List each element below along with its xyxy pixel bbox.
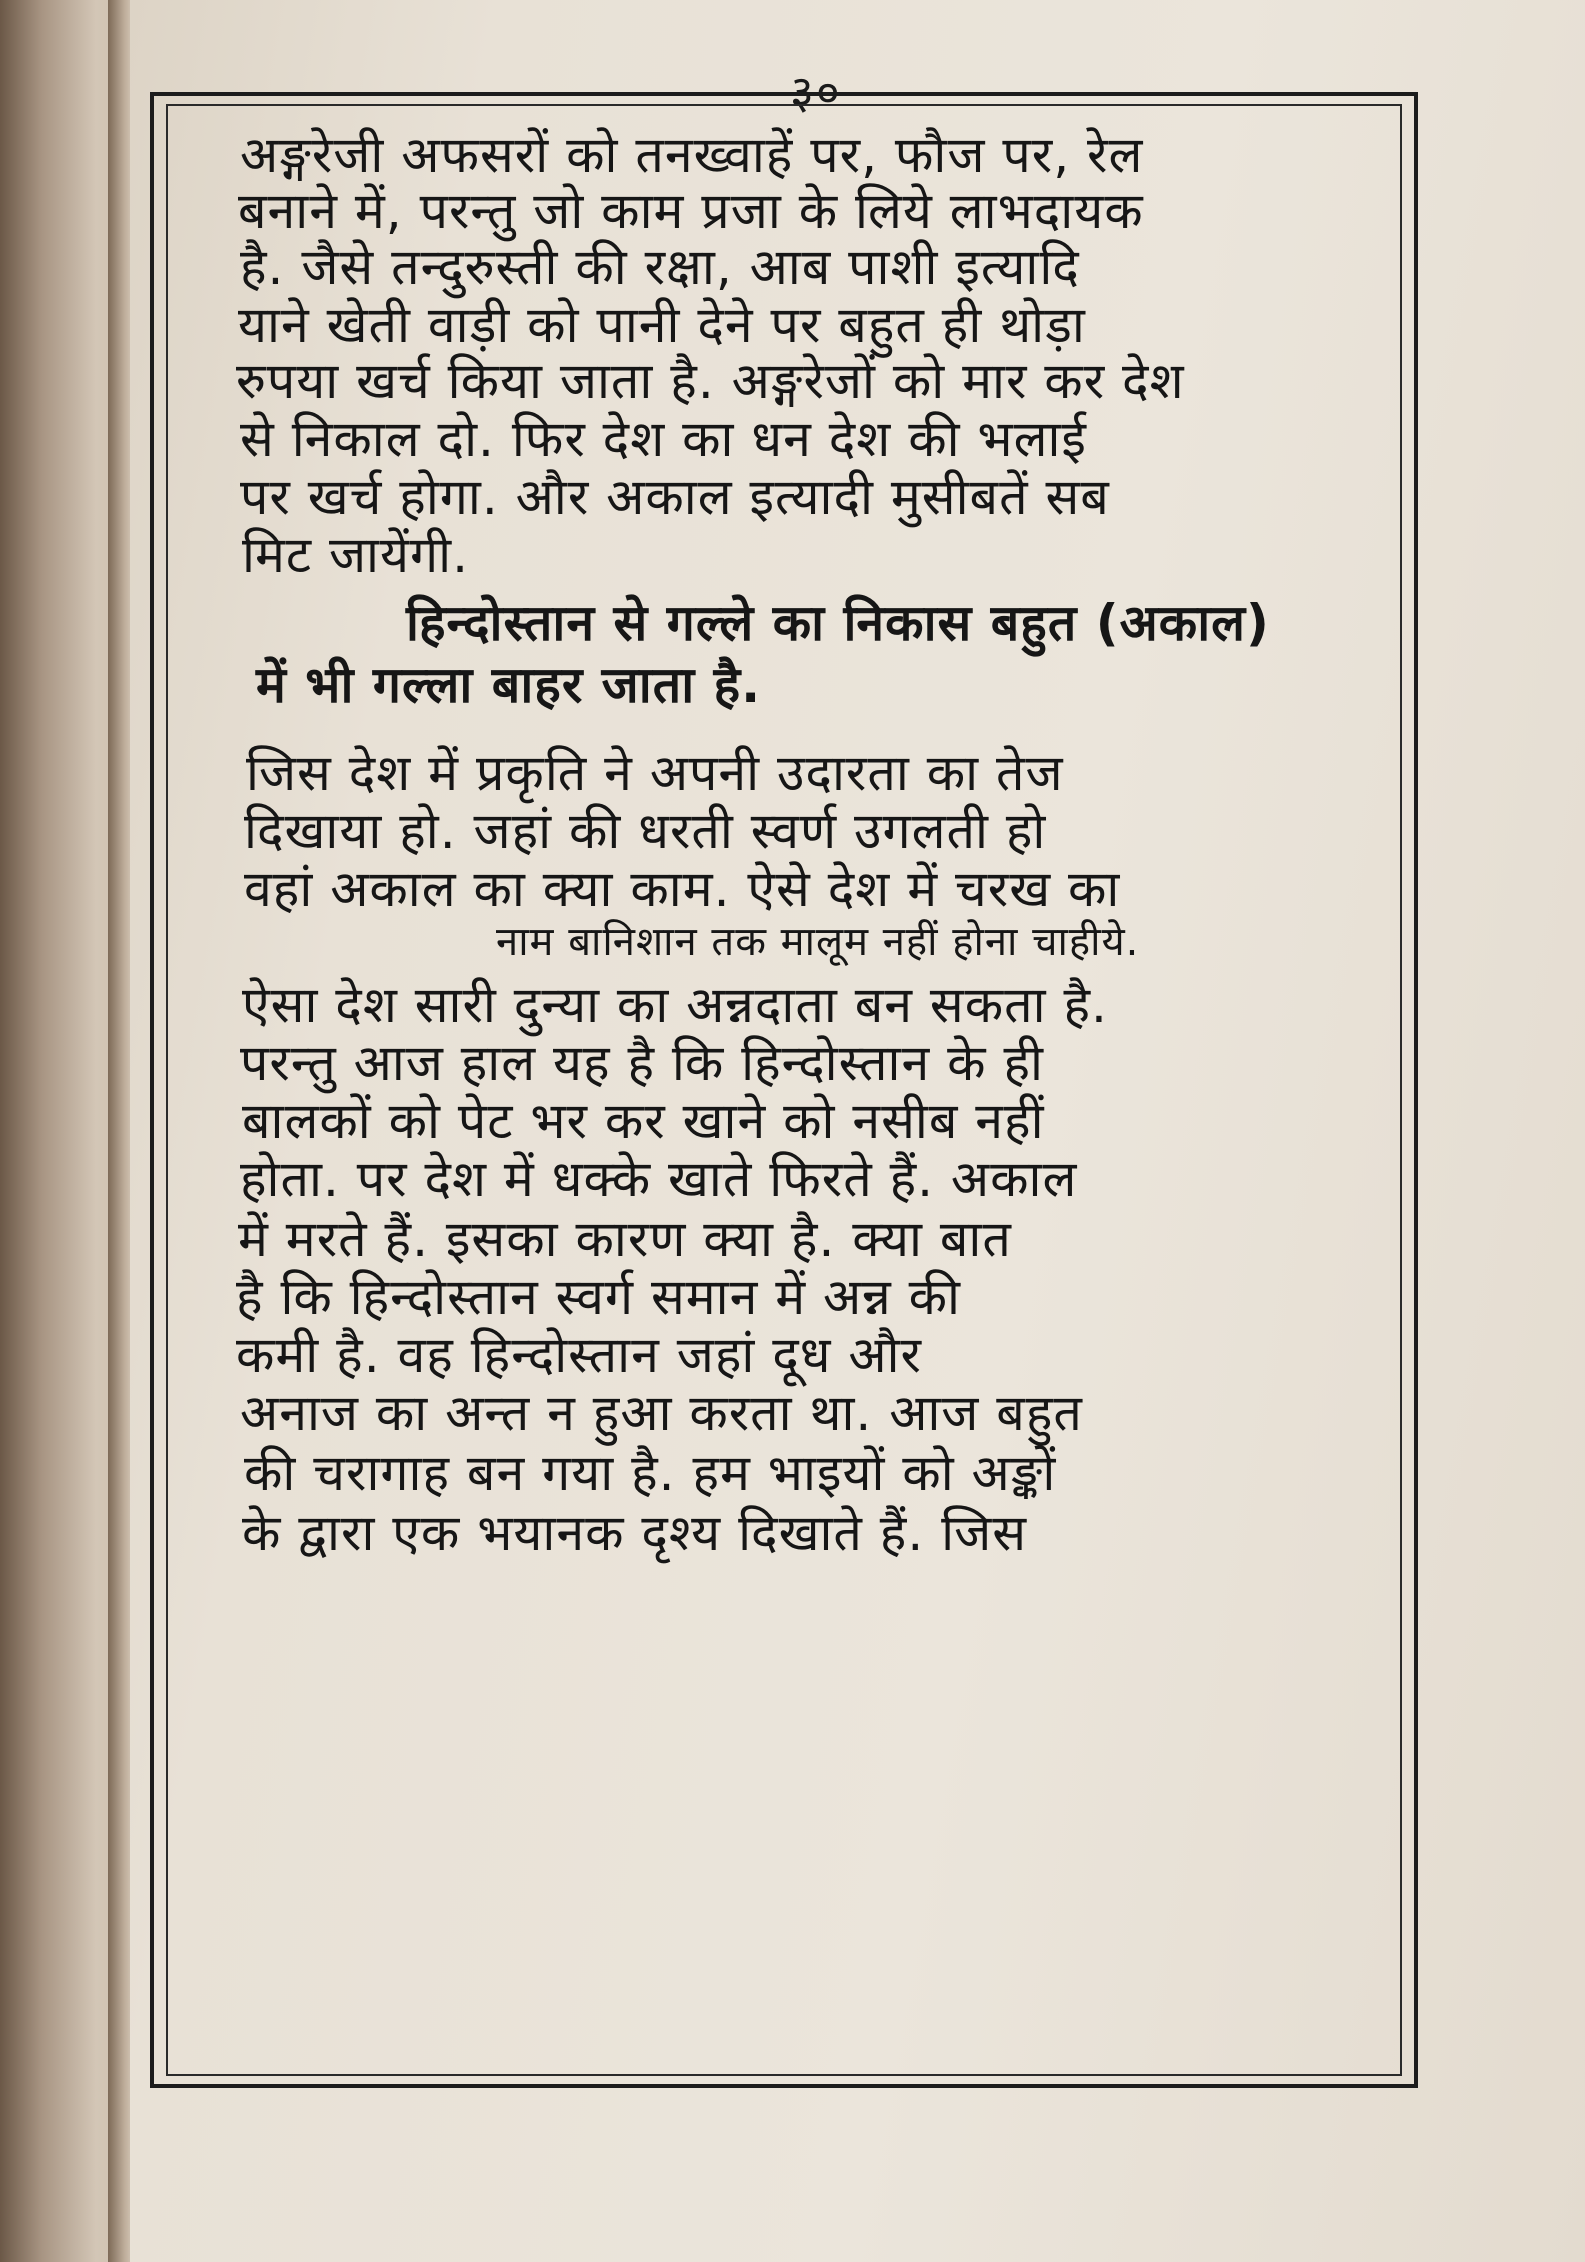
page-number: ३० [790,65,842,119]
section-heading-line: में भी गल्ला बाहर जाता है. [256,656,762,714]
text-line: के द्वारा एक भयानक दृश्य दिखाते हैं. जिस [242,1504,1027,1562]
text-line: परन्तु आज हाल यह है कि हिन्दोस्तान के ही [240,1034,1044,1092]
text-line: अङ्गरेजी अफसरों को तनख्वाहें पर, फौज पर, रेल [240,126,1144,184]
text-line: अनाज का अन्त न हुआ करता था. आज बहुत [240,1384,1083,1442]
text-line: है कि हिन्दोस्तान स्वर्ग समान में अन्न की [236,1268,962,1326]
text-line: से निकाल दो. फिर देश का धन देश की भलाई [240,410,1087,468]
text-line: में मरते हैं. इसका कारण क्या है. क्या बात [238,1210,1012,1268]
text-line: जिस देश में प्रकृति ने अपनी उदारता का तेज [246,744,1064,802]
text-line: पर खर्च होगा. और अकाल इत्यादी मुसीबतें सब [240,468,1110,526]
text-line: वहां अकाल का क्या काम. ऐसे देश में चरख का [244,860,1121,918]
text-line: याने खेती वाड़ी को पानी देने पर बहुत ही थोड़ा [238,296,1086,354]
text-line: रुपया खर्च किया जाता है. अङ्गरेजों को मार कर देश [236,352,1185,410]
text-line: की चरागाह बन गया है. हम भाइयों को अङ्कों [244,1444,1057,1502]
previous-page-edge [0,0,120,2262]
text-line: कमी है. वह हिन्दोस्तान जहां दूध और [236,1326,923,1384]
text-line: बनाने में, परन्तु जो काम प्रजा के लिये लाभदायक [238,182,1144,240]
text-line: मिट जायेंगी. [242,526,469,584]
text-line: नाम बानिशान तक मालूम नहीं होना चाहीये. [496,919,1140,965]
text-line: दिखाया हो. जहां की धरती स्वर्ण उगलती हो [244,802,1047,860]
text-line: बालकों को पेट भर कर खाने को नसीब नहीं [242,1092,1045,1150]
text-line: होता. पर देश में धक्के खाते फिरते हैं. अकाल [240,1150,1078,1208]
text-line: है. जैसे तन्दुरुस्ती की रक्षा, आब पाशी इत्यादि [240,238,1080,296]
text-line: ऐसा देश सारी दुन्या का अन्नदाता बन सकता है. [242,976,1108,1034]
page-text-block [236,126,1366,2060]
section-heading-line: हिन्दोस्तान से गल्ले का निकास बहुत (अकाल) [406,594,1270,652]
